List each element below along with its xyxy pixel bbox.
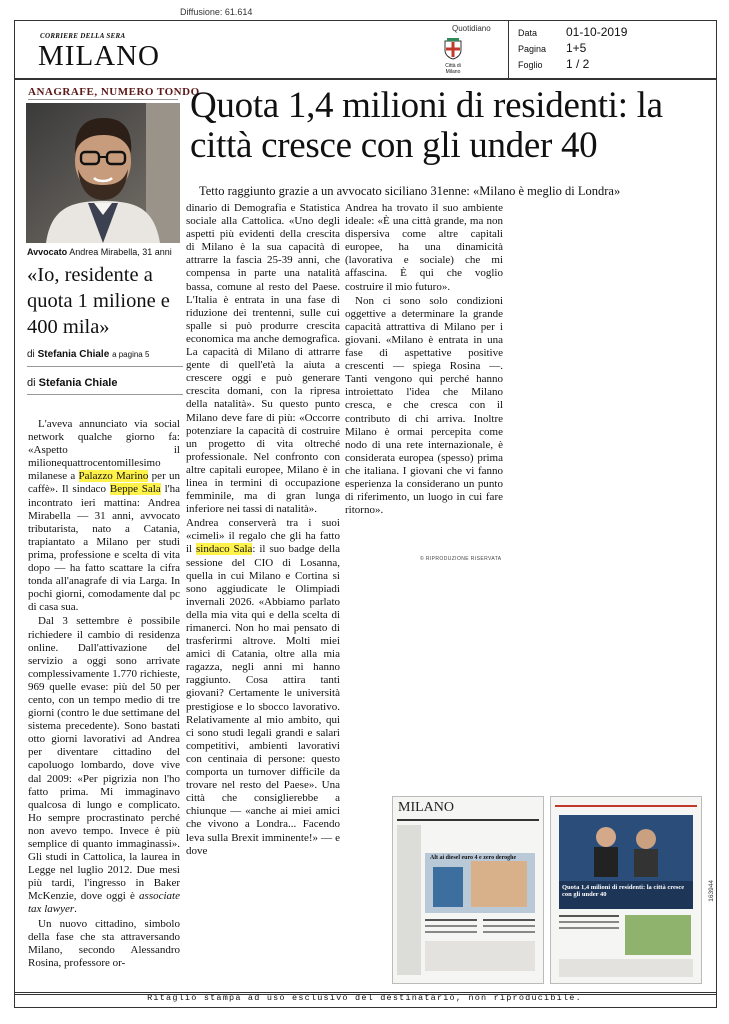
highlight: Beppe Sala xyxy=(109,483,161,496)
pagina-value: 1+5 xyxy=(566,41,587,55)
kicker: ANAGRAFE, NUMERO TONDO xyxy=(28,86,200,98)
byline-prefix: di xyxy=(27,349,35,360)
masthead-title: MILANO xyxy=(38,40,160,72)
page-reference: a pagina 5 xyxy=(112,350,150,359)
thumbnail-headline: Alt ai diesel euro 4 e zero deroghe xyxy=(430,855,517,861)
foglio-value: 1 / 2 xyxy=(566,57,590,71)
body-column-3 xyxy=(345,202,503,517)
paragraph: Non ci sono solo condizioni oggettive a determinare la grande capacità attrattiva di Milano per i giovani. «Milano è entrata in una fase di aspettative positive crescenti — spiega Rosina —. Tanti vengono qui perché hanno introiettato l'idea che Milano cresca, e che cresca con il contributo di chi arriva. Inoltre Milano è ormai percepita come nodo di una rete internazionale, è considerata europea (spesso) prima che italiana. I giovani che vi fanno esperienza la considerano un punto di riferimento, un luogo in cui fare ritorno». xyxy=(345,294,503,517)
paragraph: dinario di Demografia e Statistica sociale alla Cattolica. «Uno degli aspetti più evidenti della crescita di Milano è la sua capacità di attrarre la fascia 25-39 anni, che compensa in parte una natalità bassa, comune al resto del Paese. L'Italia è entrata in una fase di riduzione dei trentenni, sulle cui spalle si può produrre crescita economica ma anche demografica. La capacità di Milano di attrarre gente di quell'età la aiuta a crescere oggi e può generare crescita domani, con la ripresa della natalità». Su questo punto Milano deve fare di più: «Occorre potenziare la capacità di costruire un progetto di vita oltreché professionale. Nel confronto con altre capitali europee, Milano è in linea in termini di occupazione femminile, ma di gran lunga inferiore nei tassi di natalità». xyxy=(186,202,340,516)
page-thumbnail-1 xyxy=(392,796,544,984)
article-code: 163944 xyxy=(708,880,715,902)
thumbnail-masthead: MILANO xyxy=(398,800,454,815)
paragraph: L'aveva annunciato via social network qualche giorno fa: «Aspetto il milionequattrocentomillesimo milanese a Palazzo Marino per un caffè». Il sindaco Beppe Sala l'ha incontrato ieri mattina: Andrea Mirabella — 31 anni, avvocato tributarista, nato a Catania, trapiantato a Milano per studi prima, professione e scelta di vita dopo — ha fatto scattare la cifra tonda all'anagrafe di via Larga. In pochi giorni, comodamente dal pc di casa sua. xyxy=(28,418,181,614)
highlight: Palazzo Marino xyxy=(78,470,149,483)
paragraph: Andrea ha trovato il suo ambiente ideale: «È una città grande, ma non dispersiva come altre capitali europee, ha una dinamicità (lavorativa e sociale) che mi affascina. È qui che voglio costruire il mio futuro». xyxy=(345,202,503,293)
divider xyxy=(27,366,183,367)
crest-caption: Città di Milano xyxy=(445,63,461,75)
thumbnail-headline: Quota 1,4 milioni di residenti: la città cresce con gli under 40 xyxy=(562,884,685,898)
footer-disclaimer: Ritaglio stampa ad uso esclusivo del destinatario, non riproducibile. xyxy=(147,993,582,1003)
paragraph: Dal 3 settembre è possibile richiedere il cambio di residenza online. Dall'attivazione del servizio a oggi sono arrivate complessivamente 1.770 richieste, 969 quelle evase: più del 50 per cento, con un tempo medio di tre giorni (contro le due settimane del sistema precedente). Sono bastati otto giorni lavorativi ad Andrea per diventare cittadino del capoluogo lombardo, dove vive dal 2009: «Per pigrizia non l'ho fatto prima. Mi immaginavo qualcosa di lungo e complicato. Ho sempre procrastinato perché non avevo tempo. Invece è più semplice di quanto immaginassi». Gli studi in Cattolica, la laurea in Legge nel luglio 2012. Due mesi più tardi, l'ingresso in Baker McKenzie, dove oggi è associate tax lawyer. xyxy=(28,615,180,916)
highlight: sindaco Sala xyxy=(196,543,253,556)
photo-caption xyxy=(27,247,172,257)
foglio-label: Foglio xyxy=(518,60,543,70)
pagina-label: Pagina xyxy=(518,44,547,54)
paragraph: Un nuovo cittadino, simbolo della fase che sta attraversando Milano, secondo Alessandro Rosina, professore or- xyxy=(28,917,180,969)
paragraph: Andrea conserverà tra i suoi «cimeli» il regalo che gli ha fatto il sindaco Sala: il suo badge della sessione del CIO di Losanna, quella in cui Milano e Cortina si sono aggiudicate le Olimpiadi invernali 2026. «Abbiamo parlato della mia vita qui e della scelta di rimanerci. Non ho mai pensato di trasferirmi altrove. Molti miei amici di Catania, oltre alla mia ragazza, negli anni mi hanno raggiunto. Cosa attira tanti giovani? Certamente le università prestigiose e lo sbocco lavorativo. Relativamente al mio ambito, qui ci sono studi legali grandi e salari competitivi, ambienti lavorativi con centinaia di persone: questo comporta un turnover difficile da trovare nel resto del Paese». Una città che consiglierebbe a chiunque — «anche ai miei amici che vivono a Londra... Facendo leva sulla Brexit imminente!» — e dove xyxy=(186,517,341,857)
city-crest-icon xyxy=(444,38,462,60)
caption-role: Avvocato xyxy=(27,247,68,257)
copyright-note: © RIPRODUZIONE RISERVATA xyxy=(420,556,502,562)
divider xyxy=(28,99,178,100)
data-label: Data xyxy=(518,28,538,38)
body-column-1 xyxy=(28,418,180,970)
pull-quote: «Io, residente a quota 1 milione e 400 mila» xyxy=(27,264,170,338)
body-column-2 xyxy=(186,202,340,858)
caption-name: Andrea Mirabella, 31 anni xyxy=(69,247,172,257)
portrait-photo xyxy=(26,103,180,243)
byline-author: Stefania Chiale xyxy=(37,349,110,360)
diffusione-label: Diffusione: 61.614 xyxy=(180,7,253,17)
masthead-subtitle: CORRIERE DELLA SERA xyxy=(40,32,126,40)
article-subhead: Tetto raggiunto grazie a un avvocato siciliano 31enne: «Milano è meglio di Londra» xyxy=(199,184,621,198)
byline-reference xyxy=(27,349,183,360)
byline-author: Stefania Chiale xyxy=(38,377,118,389)
article-headline: Quota 1,4 milioni di residenti: la città cresce con gli under 40 xyxy=(190,85,663,166)
data-value: 01-10-2019 xyxy=(566,25,628,39)
byline-prefix: di xyxy=(27,377,36,389)
byline xyxy=(27,377,117,389)
divider xyxy=(27,394,183,395)
quotidiano-label: Quotidiano xyxy=(452,24,491,33)
